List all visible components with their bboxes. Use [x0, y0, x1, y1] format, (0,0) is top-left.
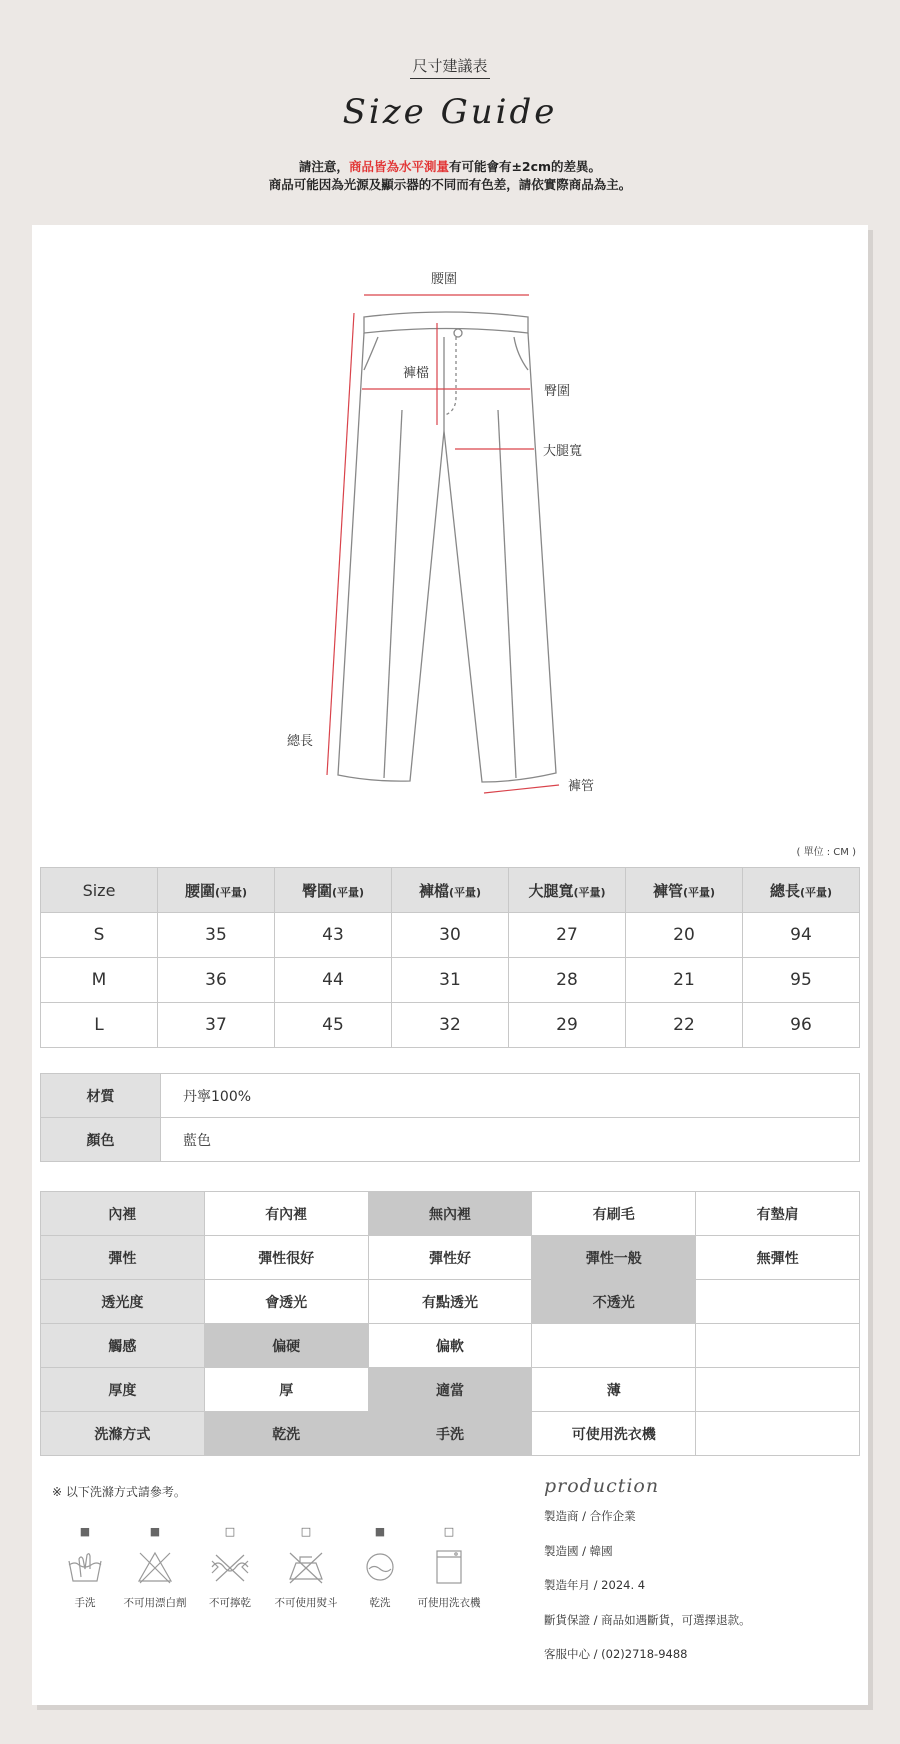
table-row — [41, 1412, 860, 1456]
label-thigh: 大腿寬 — [543, 444, 583, 459]
check-indicator: ■ — [79, 1525, 91, 1538]
property-option: 彈性好 — [368, 1236, 532, 1280]
property-option — [696, 1280, 860, 1324]
property-option: 有墊肩 — [696, 1192, 860, 1236]
check-indicator: □ — [300, 1525, 312, 1538]
property-option — [696, 1412, 860, 1456]
value-cell: 45 — [275, 1003, 392, 1048]
color-label: 顏色 — [41, 1118, 161, 1162]
properties-table — [40, 1191, 860, 1456]
label-length: 總長 — [287, 734, 314, 749]
property-label: 厚度 — [41, 1368, 205, 1412]
no-iron-icon — [286, 1547, 326, 1587]
size-guide-card — [32, 225, 868, 1705]
table-row — [41, 1118, 860, 1162]
table-row — [41, 1236, 860, 1280]
value-cell: 31 — [392, 958, 509, 1003]
property-option: 有內裡 — [204, 1192, 368, 1236]
column-header: 總長(平量) — [743, 868, 860, 913]
wash-label: 不可使用熨斗 — [274, 1597, 338, 1609]
hem-measure-line — [484, 785, 559, 793]
pants-outline — [338, 333, 556, 782]
check-indicator: ■ — [374, 1525, 386, 1538]
property-label: 彈性 — [41, 1236, 205, 1280]
dry-clean-icon — [360, 1547, 400, 1587]
value-cell: 32 — [392, 1003, 509, 1048]
size-table-header — [41, 868, 860, 913]
size-column-header: Size — [41, 868, 158, 913]
table-row — [41, 913, 860, 958]
table-row — [41, 1074, 860, 1118]
property-option — [532, 1324, 696, 1368]
no-bleach-icon — [135, 1547, 175, 1587]
pants-diagram — [32, 225, 868, 825]
value-cell: 21 — [626, 958, 743, 1003]
measurement-highlight: 商品皆為水平測量 — [348, 159, 449, 174]
value-cell: 94 — [743, 913, 860, 958]
property-option: 厚 — [204, 1368, 368, 1412]
property-option: 可使用洗衣機 — [532, 1412, 696, 1456]
property-label: 觸感 — [41, 1324, 205, 1368]
column-header: 大腿寬(平量) — [509, 868, 626, 913]
value-cell: 35 — [158, 913, 275, 958]
size-table — [40, 867, 860, 1048]
property-option: 不透光 — [532, 1280, 696, 1324]
production-line: 斷貨保證 / 商品如遇斷貨，可選擇退款。 — [544, 1612, 751, 1627]
wash-label: 手洗 — [74, 1597, 96, 1609]
material-value: 丹寧100% — [161, 1074, 860, 1118]
value-cell: 28 — [509, 958, 626, 1003]
property-option: 無彈性 — [696, 1236, 860, 1280]
size-cell: S — [41, 913, 158, 958]
production-line: 製造年月 / 2024. 4 — [544, 1578, 646, 1592]
value-cell: 30 — [392, 913, 509, 958]
label-waist: 腰圍 — [431, 272, 458, 287]
property-option: 有點透光 — [368, 1280, 532, 1324]
value-cell: 44 — [275, 958, 392, 1003]
no-wring-icon — [210, 1547, 250, 1587]
hand-wash-icon — [65, 1547, 105, 1587]
page-header — [0, 0, 900, 220]
check-indicator: □ — [224, 1525, 236, 1538]
property-option: 無內裡 — [368, 1192, 532, 1236]
property-option: 會透光 — [204, 1280, 368, 1324]
production-info — [544, 1475, 751, 1672]
column-header: 褲檔(平量) — [392, 868, 509, 913]
property-option: 適當 — [368, 1368, 532, 1412]
check-indicator: ■ — [149, 1525, 161, 1538]
washing-machine-icon — [429, 1547, 469, 1587]
washing-note: ※ 以下洗滌方式請參考。 — [52, 1485, 186, 1499]
value-cell: 29 — [509, 1003, 626, 1048]
property-option: 有刷毛 — [532, 1192, 696, 1236]
column-header: 腰圍(平量) — [158, 868, 275, 913]
value-cell: 43 — [275, 913, 392, 958]
property-option: 彈性一般 — [532, 1236, 696, 1280]
material-table — [40, 1073, 860, 1162]
table-row — [41, 1368, 860, 1412]
label-hip: 臀圍 — [544, 384, 571, 399]
column-header: 褲管(平量) — [626, 868, 743, 913]
label-rise: 褲檔 — [403, 366, 430, 381]
wash-item — [404, 1525, 494, 1610]
value-cell: 20 — [626, 913, 743, 958]
production-line: 製造國 / 韓國 — [544, 1543, 613, 1558]
value-cell: 27 — [509, 913, 626, 958]
length-measure-line — [327, 313, 354, 775]
wash-label: 不可用漂白劑 — [123, 1597, 187, 1609]
unit-note: ( 單位 : CM ) — [796, 847, 856, 858]
label-hem: 褲管 — [568, 779, 595, 794]
property-option: 乾洗 — [204, 1412, 368, 1456]
property-option: 手洗 — [368, 1412, 532, 1456]
color-note: 商品可能因為光源及顯示器的不同而有色差，請依實際商品為主。 — [268, 177, 632, 192]
size-chart-subtitle: 尺寸建議表 — [0, 55, 900, 76]
property-label: 洗滌方式 — [41, 1412, 205, 1456]
measurement-note: 請注意，商品皆為水平測量有可能會有±2cm的差異。 — [298, 159, 602, 174]
table-row — [41, 1280, 860, 1324]
property-option: 偏硬 — [204, 1324, 368, 1368]
production-line: 製造商 / 合作企業 — [544, 1509, 636, 1523]
size-cell: L — [41, 1003, 158, 1048]
property-option: 彈性很好 — [204, 1236, 368, 1280]
property-option — [696, 1368, 860, 1412]
wash-label: 乾洗 — [369, 1597, 391, 1609]
property-option — [696, 1324, 860, 1368]
value-cell: 37 — [158, 1003, 275, 1048]
property-option: 薄 — [532, 1368, 696, 1412]
property-option: 偏軟 — [368, 1324, 532, 1368]
value-cell: 36 — [158, 958, 275, 1003]
property-label: 內裡 — [41, 1192, 205, 1236]
property-label: 透光度 — [41, 1280, 205, 1324]
table-row — [41, 1192, 860, 1236]
table-row — [41, 958, 860, 1003]
waistband-shape — [364, 312, 528, 333]
value-cell: 96 — [743, 1003, 860, 1048]
value-cell: 22 — [626, 1003, 743, 1048]
size-cell: M — [41, 958, 158, 1003]
material-label: 材質 — [41, 1074, 161, 1118]
table-row — [41, 1324, 860, 1368]
wash-label: 不可擰乾 — [209, 1597, 251, 1609]
production-title: production — [544, 1475, 660, 1497]
color-value: 藍色 — [161, 1118, 860, 1162]
page-title: Size Guide — [342, 92, 558, 132]
table-row — [41, 1003, 860, 1048]
column-header: 臀圍(平量) — [275, 868, 392, 913]
wash-label: 可使用洗衣機 — [417, 1597, 481, 1609]
value-cell: 95 — [743, 958, 860, 1003]
check-indicator: □ — [443, 1525, 455, 1538]
production-line: 客服中心 / (02)2718-9488 — [544, 1647, 688, 1661]
